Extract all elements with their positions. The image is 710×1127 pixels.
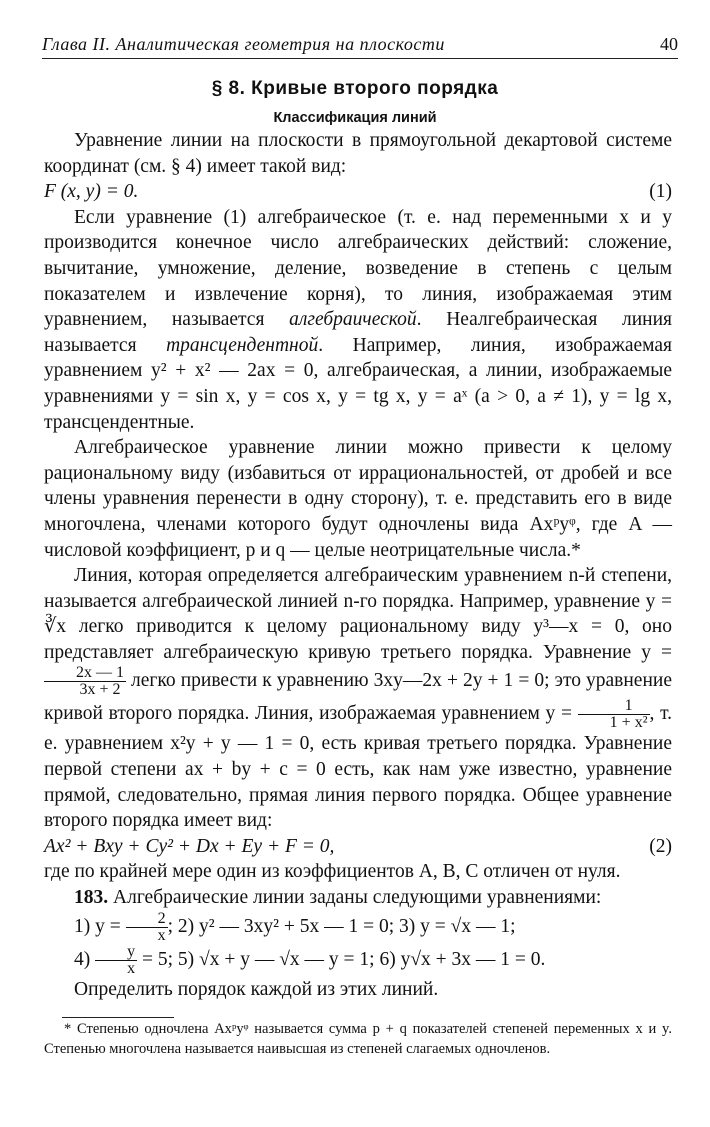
equation-1-number: (1) bbox=[649, 181, 672, 203]
paragraph-4-part-a: Линия, которая определяется алгебраическим уравнением n-й степени, называется алгебраической линией n-го порядка. Например, уравнение y = ∛x легко приводится к целому рациональному виду y³—x = 0, оно представляет алгебраическую кривую третьего порядка. Уравнение y = bbox=[44, 565, 672, 663]
paragraph-4-part-b: легко привести к уравнению 3xy—2x + 2y + 1 = 0; это уравнение кривой второго порядка. Линия, изображаемая уравнением y = bbox=[44, 670, 672, 725]
footnote-text: * Степенью одночлена Axᵖyᵠ называется сумма p + q показателей степеней переменных x и y. Степенью многочлена называется наивысшая из степеней слагаемых одночленов. bbox=[44, 1021, 672, 1057]
footnote bbox=[44, 1020, 672, 1059]
paragraph-2-part-a: Если уравнение (1) алгебраическое (т. е. над переменными x и y производится конечное число алгебраических действий: сложение, вычитание, умножение, деление, возведение в степень с целым показателем и извлечение корня), то линия, изображаемая этим уравнением, называется bbox=[44, 206, 672, 331]
fraction-2-denominator: 1 + x² bbox=[609, 714, 648, 732]
problem-line-1-part-b: ; 2) y² — 3xy² + 5x — 1 = 0; 3) y = √x — 1; bbox=[167, 915, 516, 937]
fraction-2 bbox=[578, 698, 650, 731]
fraction-2-numerator: 1 bbox=[578, 698, 650, 715]
problem-line-1 bbox=[44, 911, 672, 944]
problem-line-2-part-a: 4) bbox=[74, 948, 96, 970]
equation-2 bbox=[44, 834, 672, 860]
page-number: 40 bbox=[660, 34, 678, 54]
term-transcendental: трансцендентной bbox=[166, 334, 319, 356]
problem-line-1-part-a: 1) y = bbox=[74, 915, 126, 937]
problem-fraction-1 bbox=[126, 911, 168, 944]
term-algebraic: алгебраической bbox=[289, 309, 417, 331]
paragraph-5: где по крайней мере один из коэффициентов A, B, C отличен от нуля. bbox=[44, 861, 621, 883]
equation-1 bbox=[44, 179, 672, 205]
problem-183 bbox=[44, 885, 672, 911]
fraction-1-numerator: 2x — 1 bbox=[44, 665, 126, 682]
paragraph-4 bbox=[44, 563, 672, 834]
paragraph-4-part-c: , т. е. уравнением x²y + y — 1 = 0, есть кривая третьего порядка. Уравнение первой степени ax + by + c = 0 есть, как нам уже известно, уравнение прямой, следовательно, прямая линия первого порядка. Общее уравнение второго порядка имеет вид: bbox=[44, 703, 672, 832]
problem-fraction-2-denominator: x bbox=[127, 959, 136, 977]
fraction-1-denominator: 3x + 2 bbox=[79, 681, 121, 699]
paragraph-3: Алгебраическое уравнение линии можно привести к целому рациональному виду (избавиться от иррациональностей, от дробей и все члены уравнения перенести в одну сторону), т. е. представить его в виде многочлена, членами которого будут одночлены вида Axᵖyᵠ, где A — числовой коэффициент, p и q — целые неотрицательные числа.* bbox=[44, 437, 672, 561]
paragraph-1: Уравнение линии на плоскости в прямоугольной декартовой системе координат (см. § 4) имеет такой вид: bbox=[44, 130, 672, 177]
equation-2-number: (2) bbox=[649, 835, 672, 857]
problem-fraction-1-numerator: 2 bbox=[126, 911, 168, 928]
problem-number: 183. bbox=[74, 887, 109, 909]
problem-line-2 bbox=[44, 944, 672, 977]
equation-2-text: Ax² + Bxy + Cy² + Dx + Ey + F = 0, bbox=[44, 835, 335, 857]
running-head: Глава II. Аналитическая геометрия на плоскости bbox=[42, 34, 445, 54]
problem-task: Определить порядок каждой из этих линий. bbox=[74, 978, 439, 1000]
page-header bbox=[42, 34, 678, 59]
paragraph-2-part-c: . Например, линия, изображаемая уравнением y² + x² — 2ax = 0, алгебраическая, а линии, изображаемые уравнениями y = sin x, y = cos x, y = tg x, y = aˣ (a > 0, a ≠ 1), y = lg x, трансцендентные. bbox=[44, 334, 672, 433]
equation-1-text: F (x, y) = 0. bbox=[44, 181, 139, 203]
body-text bbox=[44, 128, 672, 1002]
problem-fraction-2-numerator: y bbox=[95, 944, 137, 961]
problem-statement: Алгебраические линии заданы следующими уравнениями: bbox=[113, 887, 602, 909]
footnote-divider bbox=[62, 1017, 174, 1018]
fraction-1 bbox=[44, 665, 126, 698]
problem-line-2-part-b: = 5; 5) √x + y — √x — y = 1; 6) y√x + 3x — 1 = 0. bbox=[137, 948, 546, 970]
paragraph-2 bbox=[44, 205, 672, 435]
paragraph-2-part-b: . Неалгебраическая линия называется bbox=[44, 309, 672, 356]
section-subtitle: Классификация линий bbox=[273, 110, 437, 126]
problem-fraction-2 bbox=[95, 944, 137, 977]
section-title: § 8. Кривые второго порядка bbox=[211, 78, 499, 99]
problem-fraction-1-denominator: x bbox=[157, 926, 166, 944]
